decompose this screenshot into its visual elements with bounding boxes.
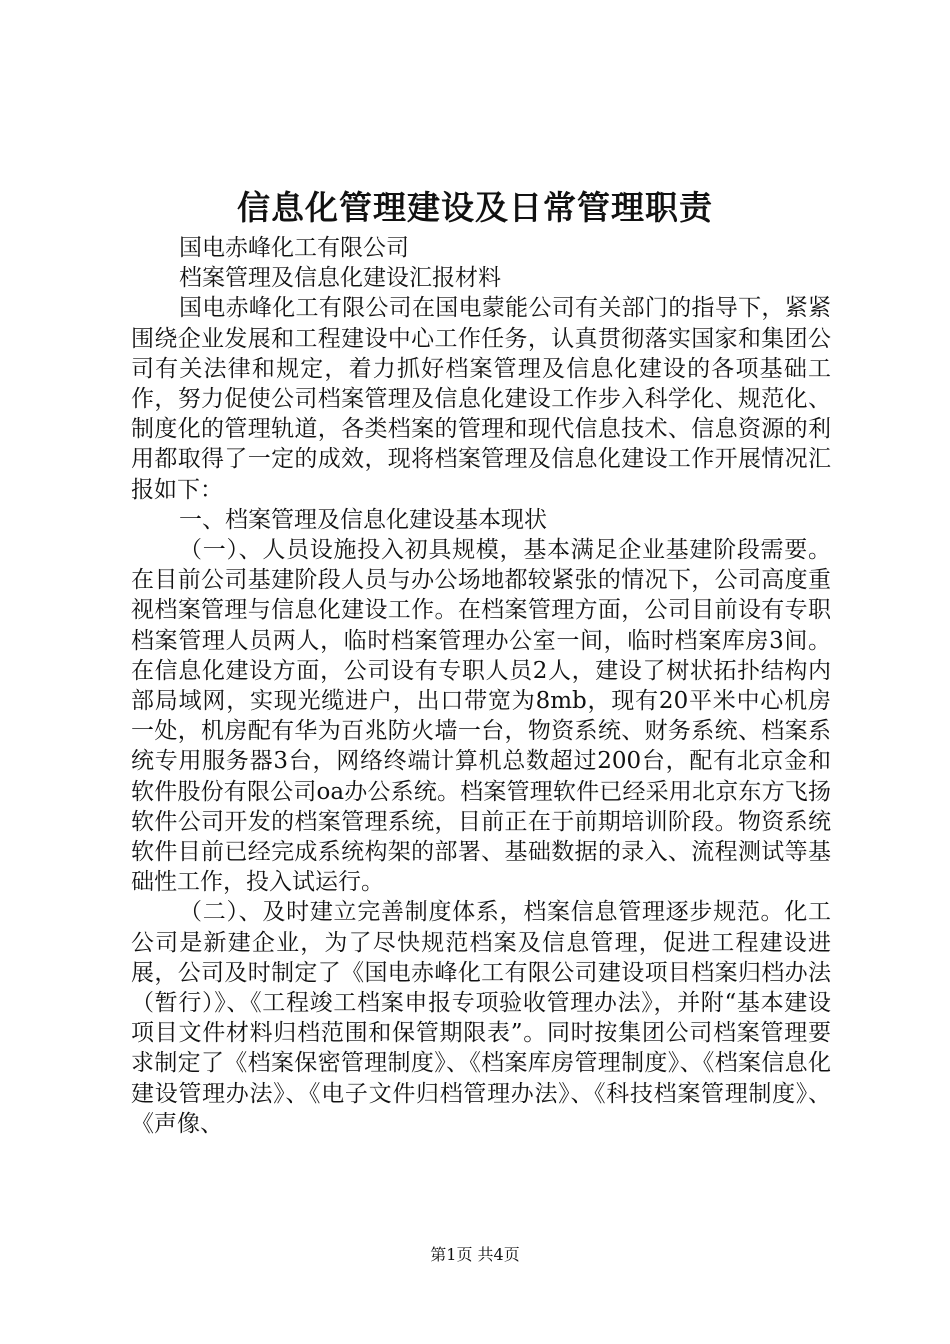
section-heading: 一、档案管理及信息化建设基本现状 bbox=[179, 506, 547, 533]
company-name-line: 国电赤峰化工有限公司 bbox=[179, 235, 409, 261]
document-body bbox=[131, 233, 831, 1139]
document-title: 信息化管理建设及日常管理职责 bbox=[237, 188, 713, 227]
report-subtitle-line: 档案管理及信息化建设汇报材料 bbox=[179, 265, 501, 292]
subsection-2-paragraph: （二）、及时建立完善制度体系，档案信息管理逐步规范。化工公司是新建企业，为了尽快规范档案及信息管理，促进工程建设进展，公司及时制定了《国电赤峰化工有限公司建设项目档案归档办法（暂行）》、《工程竣工档案申报专项验收管理办法》，并附“基本建设项目文件材料归档范围和保管期限表”。同时按集团公司档案管理要求制定了《档案保密管理制度》、《档案库房管理制度》、《档案信息化建设管理办法》、《电子文件归档管理办法》、《科技档案管理制度》、《声像、 bbox=[131, 899, 831, 1137]
intro-paragraph: 国电赤峰化工有限公司在国电蒙能公司有关部门的指导下，紧紧围绕企业发展和工程建设中心工作任务，认真贯彻落实国家和集团公司有关法律和规定，着力抓好档案管理及信息化建设的各项基础工作，努力促使公司档案管理及信息化建设工作步入科学化、规范化、制度化的管理轨道，各类档案的管理和现代信息技术、信息资源的利用都取得了一定的成效，现将档案管理及信息化建设工作开展情况汇报如下： bbox=[131, 295, 831, 503]
page-footer: 第1页 共4页 bbox=[430, 1245, 520, 1264]
subsection-1-paragraph: （一）、人员设施投入初具规模，基本满足企业基建阶段需要。在目前公司基建阶段人员与办公场地都较紧张的情况下，公司高度重视档案管理与信息化建设工作。在档案管理方面，公司目前设有专职档案管理人员两人，临时档案管理办公室一间，临时档案库房3间。在信息化建设方面，公司设有专职人员2人，建设了树状拓扑结构内部局域网，实现光缆进户，出口带宽为8mb，现有20平米中心机房一处，机房配有华为百兆防火墙一台，物资系统、财务系统、档案系统专用服务器3台，网络终端计算机总数超过200台，配有北京金和软件股份有限公司oa办公系统。档案管理软件已经采用北京东方飞扬软件公司开发的档案管理系统，目前正在于前期培训阶段。物资系统软件目前已经完成系统构架的部署、基础数据的录入、流程测试等基础性工作，投入试运行。 bbox=[131, 537, 831, 896]
